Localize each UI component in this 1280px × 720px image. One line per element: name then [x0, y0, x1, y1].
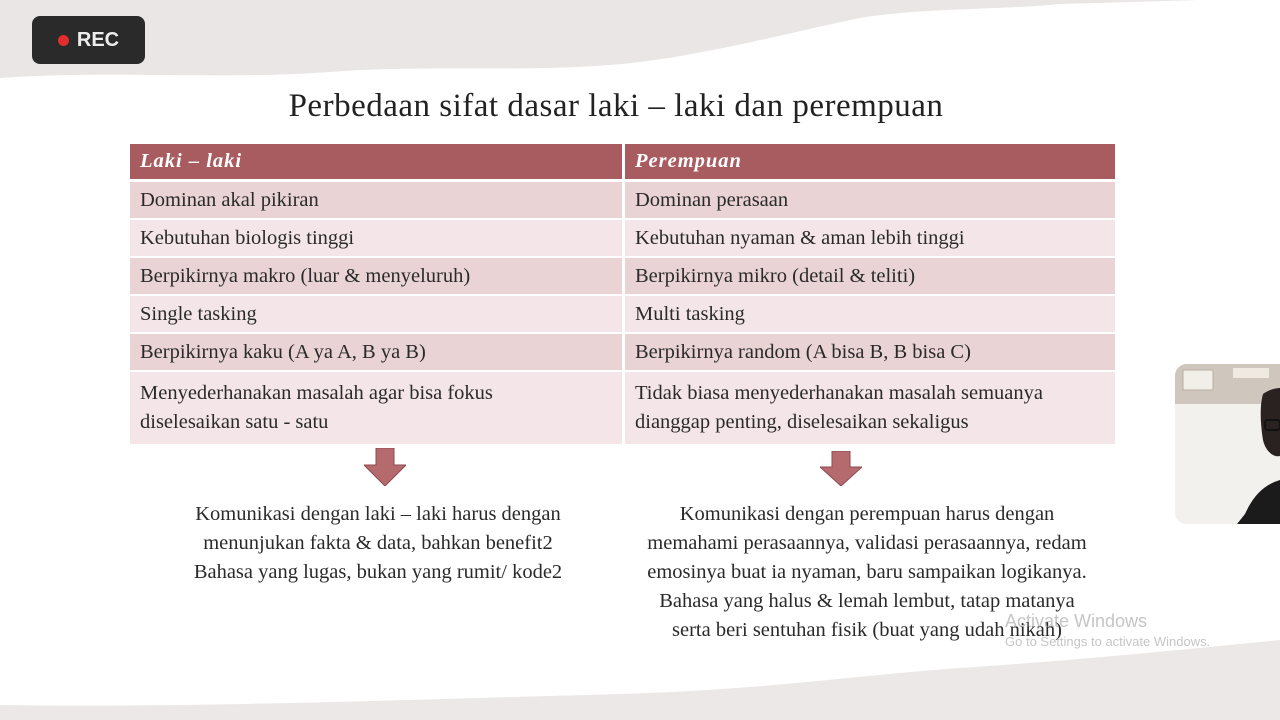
recording-label: REC: [76, 28, 120, 51]
comparison-table: [130, 144, 1115, 446]
note-line: menunjukan fakta & data, bahkan benefit2: [203, 532, 553, 554]
cell-line: diselesaikan satu - satu: [140, 411, 329, 433]
table-row: [130, 372, 1115, 446]
table-header-row: [130, 144, 1115, 182]
header-men: Laki – laki: [130, 144, 622, 182]
down-arrow-icon: [820, 451, 862, 486]
note-line: memahami perasaannya, validasi perasaannya, redam: [647, 532, 1087, 554]
note-line: Komunikasi dengan laki – laki harus dengan: [195, 503, 561, 525]
table-row: [130, 220, 1115, 258]
note-line: Bahasa yang lugas, bukan yang rumit/ kode2: [193, 561, 563, 583]
table-cell: Berpikirnya mikro (detail & teliti): [622, 258, 1115, 296]
men-communication-note: [160, 500, 596, 587]
table-cell: Kebutuhan biologis tinggi: [130, 220, 622, 258]
header-women: Perempuan: [622, 144, 1115, 182]
table-cell: Berpikirnya kaku (A ya A, B ya B): [130, 334, 622, 372]
table-cell: Multi tasking: [622, 296, 1115, 334]
table-row: [130, 334, 1115, 372]
recording-indicator[interactable]: [32, 16, 145, 64]
table-cell: Kebutuhan nyaman & aman lebih tinggi: [622, 220, 1115, 258]
record-dot-icon: [58, 35, 69, 46]
cell-line: dianggap penting, diselesaikan sekaligus: [635, 411, 969, 433]
note-line: emosinya buat ia nyaman, baru sampaikan logikanya.: [647, 561, 1087, 583]
cell-line: Menyederhanakan masalah agar bisa fokus: [140, 382, 493, 404]
cell-line: Tidak biasa menyederhanakan masalah semuanya: [635, 382, 1043, 404]
watermark-line1: Activate Windows: [1005, 611, 1148, 631]
table-cell: Berpikirnya makro (luar & menyeluruh): [130, 258, 622, 296]
table-row: [130, 296, 1115, 334]
activate-windows-watermark: [1005, 611, 1210, 649]
table-row: [130, 182, 1115, 220]
note-line: Bahasa yang halus & lemah lembut, tatap matanya: [659, 590, 1075, 612]
table-cell: [622, 372, 1115, 446]
slide-title: Perbedaan sifat dasar laki – laki dan perempuan: [288, 88, 944, 124]
note-line: serta beri sentuhan fisik (buat yang udah nikah): [672, 619, 1062, 641]
table-cell: Single tasking: [130, 296, 622, 334]
table-cell: Berpikirnya random (A bisa B, B bisa C): [622, 334, 1115, 372]
down-arrow-icon: [364, 448, 406, 486]
table-cell: [130, 372, 622, 446]
webcam-video: [1175, 364, 1280, 524]
table-row: [130, 258, 1115, 296]
note-line: Komunikasi dengan perempuan harus dengan: [679, 503, 1055, 525]
table-cell: Dominan akal pikiran: [130, 182, 622, 220]
webcam-thumbnail[interactable]: [1175, 364, 1280, 524]
table-cell: Dominan perasaan: [622, 182, 1115, 220]
watermark-line2: Go to Settings to activate Windows.: [1005, 634, 1211, 649]
